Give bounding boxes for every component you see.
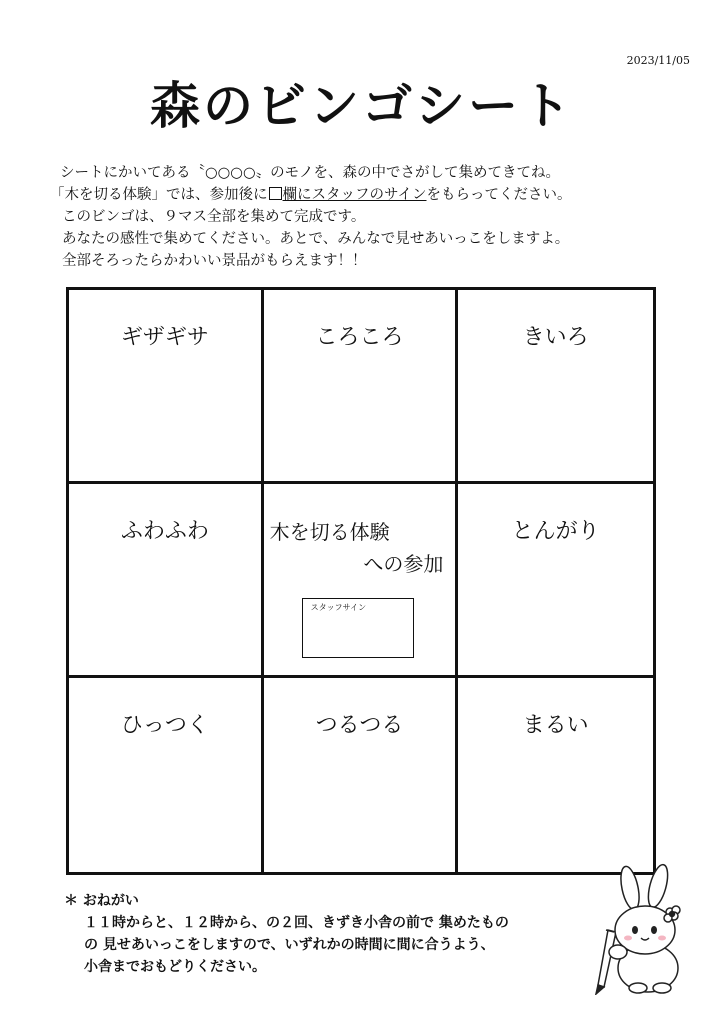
instruction-line-2 xyxy=(50,184,700,206)
instructions xyxy=(50,162,700,272)
bingo-cell-label: ころころ xyxy=(315,325,404,350)
instruction-line-2-part-d: をもらってください。 xyxy=(426,187,572,203)
checkbox-icon xyxy=(269,187,282,200)
bunny-pencil-icon xyxy=(590,860,700,995)
bingo-cell-label: まるい xyxy=(522,713,589,738)
bingo-cell-label: つるつる xyxy=(315,713,404,738)
bingo-cell-center xyxy=(264,484,459,678)
notes-line-1: １１時からと、１２時から、の２回、きずき小舎の前で 集めたもの xyxy=(84,915,509,931)
bingo-cell-label: ひっつく xyxy=(120,713,209,738)
notes-header: ＊ おねがい xyxy=(64,893,139,909)
bingo-cell-label: ふわふわ xyxy=(120,519,209,544)
bingo-cell xyxy=(69,484,264,678)
staff-sign-box[interactable] xyxy=(302,598,414,658)
instruction-line-3: このビンゴは、９マス全部を集めて完成です。 xyxy=(62,209,366,225)
bingo-grid xyxy=(66,287,656,875)
instruction-line-4: あなたの感性で集めてください。あとで、みんなで見せあいっこをしますよ。 xyxy=(62,231,570,247)
page-title: 森のビンゴシート xyxy=(150,77,574,135)
instruction-line-5: 全部そろったらかわいい景品がもらえます！！ xyxy=(62,253,367,269)
center-cell-label-line-2: への参加 xyxy=(363,552,444,576)
bingo-cell xyxy=(458,484,653,678)
bingo-cell xyxy=(69,290,264,484)
date-label: 2023/11/05 xyxy=(626,54,690,67)
notes-line-3: 小舎までおもどりください。 xyxy=(84,959,266,975)
center-cell-label-line-1: 木を切る体験 xyxy=(269,520,390,544)
instruction-line-2-part-b: 欄に xyxy=(282,187,312,203)
staff-sign-label: スタッフサイン xyxy=(310,603,367,612)
bingo-cell-label: ギザギサ xyxy=(120,325,209,350)
bingo-cell xyxy=(458,678,653,872)
bingo-cell xyxy=(264,678,459,872)
instruction-line-1: シートにかいてある〝○○○○〟のモノを、森の中でさがして集めてきてね。 xyxy=(60,165,560,181)
bingo-cell xyxy=(69,678,264,872)
bingo-cell xyxy=(458,290,653,484)
bingo-cell xyxy=(264,290,459,484)
instruction-line-2-part-c: スタッフのサイン xyxy=(311,187,427,203)
notes xyxy=(64,890,509,978)
bingo-cell-label: きいろ xyxy=(522,325,589,350)
bingo-cell-label: とんがり xyxy=(511,519,600,544)
instruction-line-2-part-a: 「木を切る体験」では、参加後に xyxy=(50,187,268,203)
notes-line-2: の 見せあいっこをしますので、いずれかの時間に間に合うよう、 xyxy=(84,937,495,953)
